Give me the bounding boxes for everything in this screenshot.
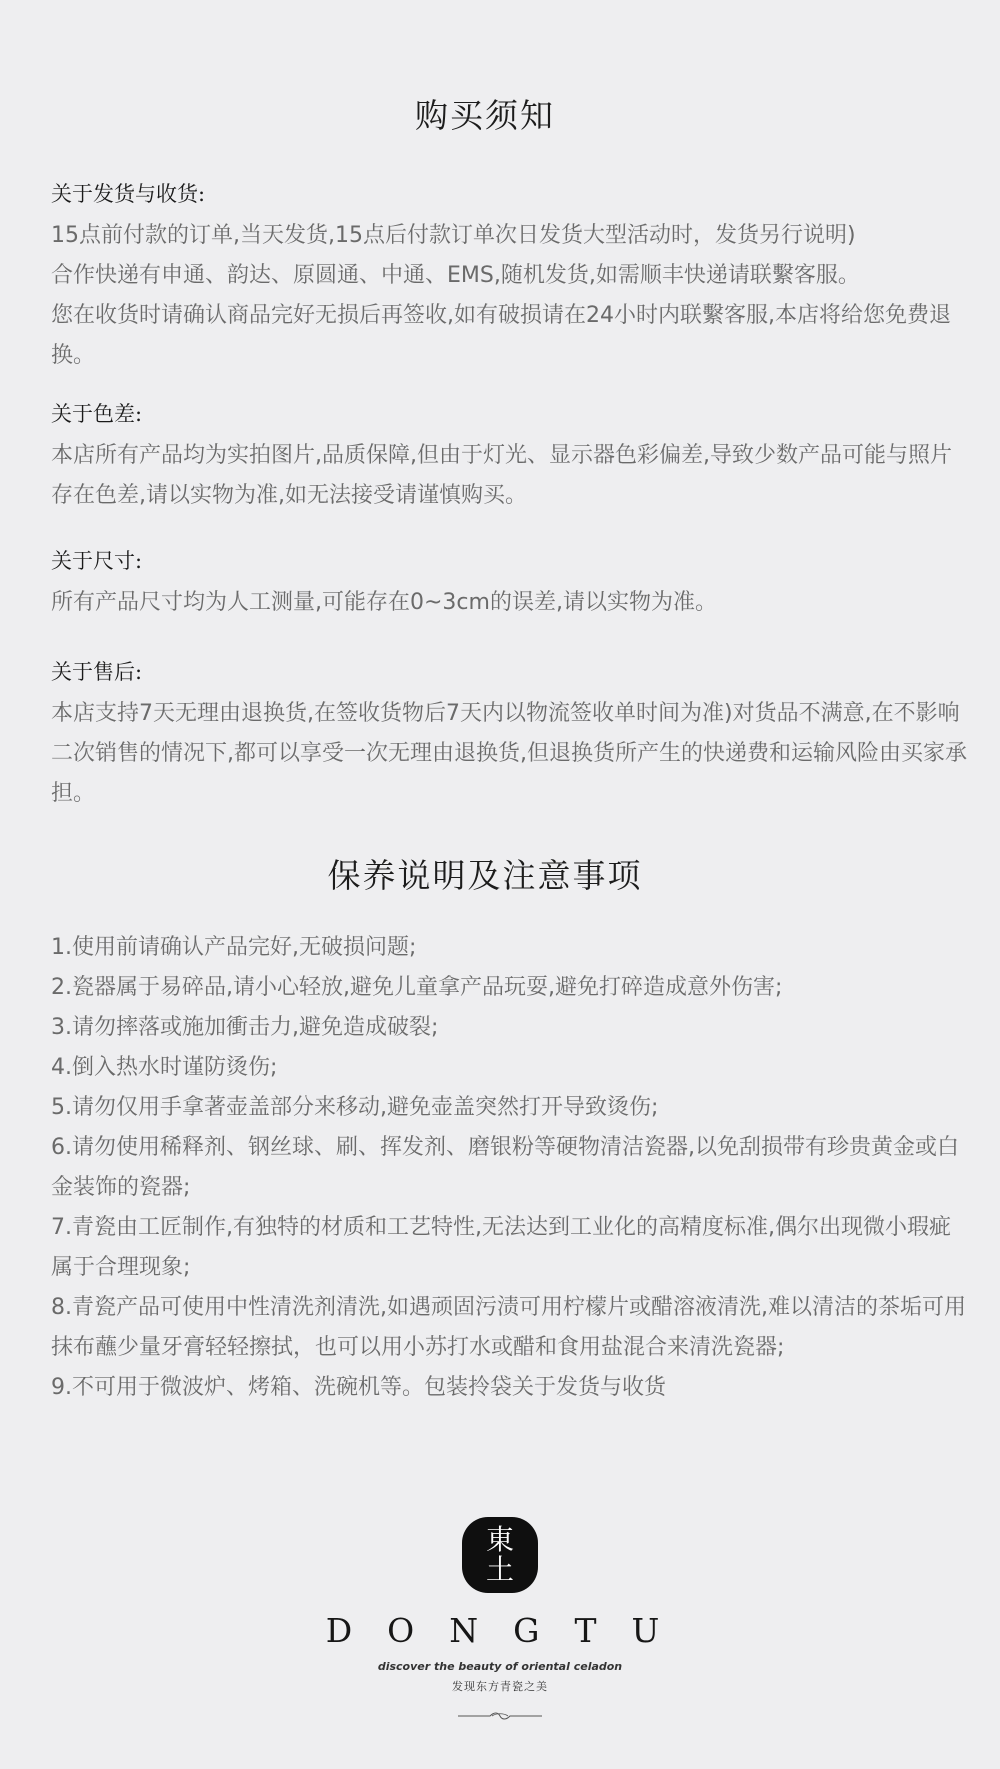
list-item: 5.请勿仅用手拿著壶盖部分来移动,避免壶盖突然打开导致烫伤;: [51, 1095, 659, 1120]
text-line: 二次销售的情况下,都可以享受一次无理由退换货,但退换货所产生的快递费和运输风险由买家承: [51, 741, 967, 766]
brand-logo-badge: [462, 1517, 538, 1593]
tagline-chinese: 发现东方青瓷之美: [452, 1680, 548, 1693]
shipping-heading: 关于发货与收货:: [51, 182, 206, 206]
text-line: 所有产品尺寸均为人工测量,可能存在0~3cm的误差,请以实物为准。: [51, 590, 717, 615]
list-item: 3.请勿摔落或施加衝击力,避免造成破裂;: [51, 1015, 439, 1040]
text-line: 换。: [51, 343, 96, 368]
color-difference-text: [51, 436, 956, 516]
color-difference-heading: 关于色差:: [51, 402, 143, 426]
after-sales-heading: 关于售后:: [51, 660, 143, 684]
text-line: 本店支持7天无理由退换货,在签收货物后7天内以物流签收单时间为准)对货品不满意,在不影响: [51, 701, 960, 726]
text-line: 担。: [51, 781, 96, 806]
ornament-divider-icon: [456, 1710, 544, 1722]
text-line: 合作快递有申通、韵达、原圆通、中通、EMS,随机发货,如需顺丰快递请联繫客服。: [51, 263, 860, 288]
list-item: 7.青瓷由工匠制作,有独特的材质和工艺特性,无法达到工业化的高精度标准,偶尔出现微小瑕疵: [51, 1215, 951, 1240]
size-text: [51, 583, 956, 623]
care-instructions-list: [51, 928, 966, 1408]
list-item: 属于合理现象;: [51, 1255, 191, 1280]
shipping-text: [51, 216, 956, 376]
after-sales-text: [51, 694, 967, 814]
text-line: 15点前付款的订单,当天发货,15点后付款订单次日发货大型活动时，发货另行说明): [51, 223, 856, 248]
list-item: 4.倒入热水时谨防烫伤;: [51, 1055, 278, 1080]
list-item: 抹布蘸少量牙膏轻轻擦拭，也可以用小苏打水或醋和食用盐混合来清洗瓷器;: [51, 1335, 785, 1360]
text-line: 您在收货时请确认商品完好无损后再签收,如有破损请在24小时内联繫客服,本店将给您免费退: [51, 303, 951, 328]
purchase-notice-title: 购买须知: [415, 96, 555, 135]
logo-char-bottom: 土: [485, 1553, 514, 1586]
size-heading: 关于尺寸:: [51, 549, 143, 573]
list-item: 8.青瓷产品可使用中性清洗剂清洗,如遇顽固污渍可用柠檬片或醋溶液清洗,难以清洁的茶垢可用: [51, 1295, 966, 1320]
text-line: 存在色差,请以实物为准,如无法接受请谨慎购买。: [51, 483, 527, 508]
tagline-english: discover the beauty of oriental celadon: [377, 1660, 623, 1673]
list-item: 1.使用前请确认产品完好,无破损问题;: [51, 935, 417, 960]
list-item: 金装饰的瓷器;: [51, 1175, 191, 1200]
logo-char-top: 東: [485, 1523, 514, 1556]
list-item: 9.不可用于微波炉、烤箱、洗碗机等。包装拎袋关于发货与收货: [51, 1375, 666, 1400]
list-item: 2.瓷器属于易碎品,请小心轻放,避免儿童拿产品玩耍,避免打碎造成意外伤害;: [51, 975, 783, 1000]
care-instructions-title: 保养说明及注意事项: [327, 856, 643, 895]
text-line: 本店所有产品均为实拍图片,品质保障,但由于灯光、显示器色彩偏差,导致少数产品可能与照片: [51, 443, 952, 468]
list-item: 6.请勿使用稀释剂、钢丝球、刷、挥发剂、磨银粉等硬物清洁瓷器,以免刮损带有珍贵黄金或白: [51, 1135, 959, 1160]
brand-name: DONGTU: [325, 1611, 695, 1650]
